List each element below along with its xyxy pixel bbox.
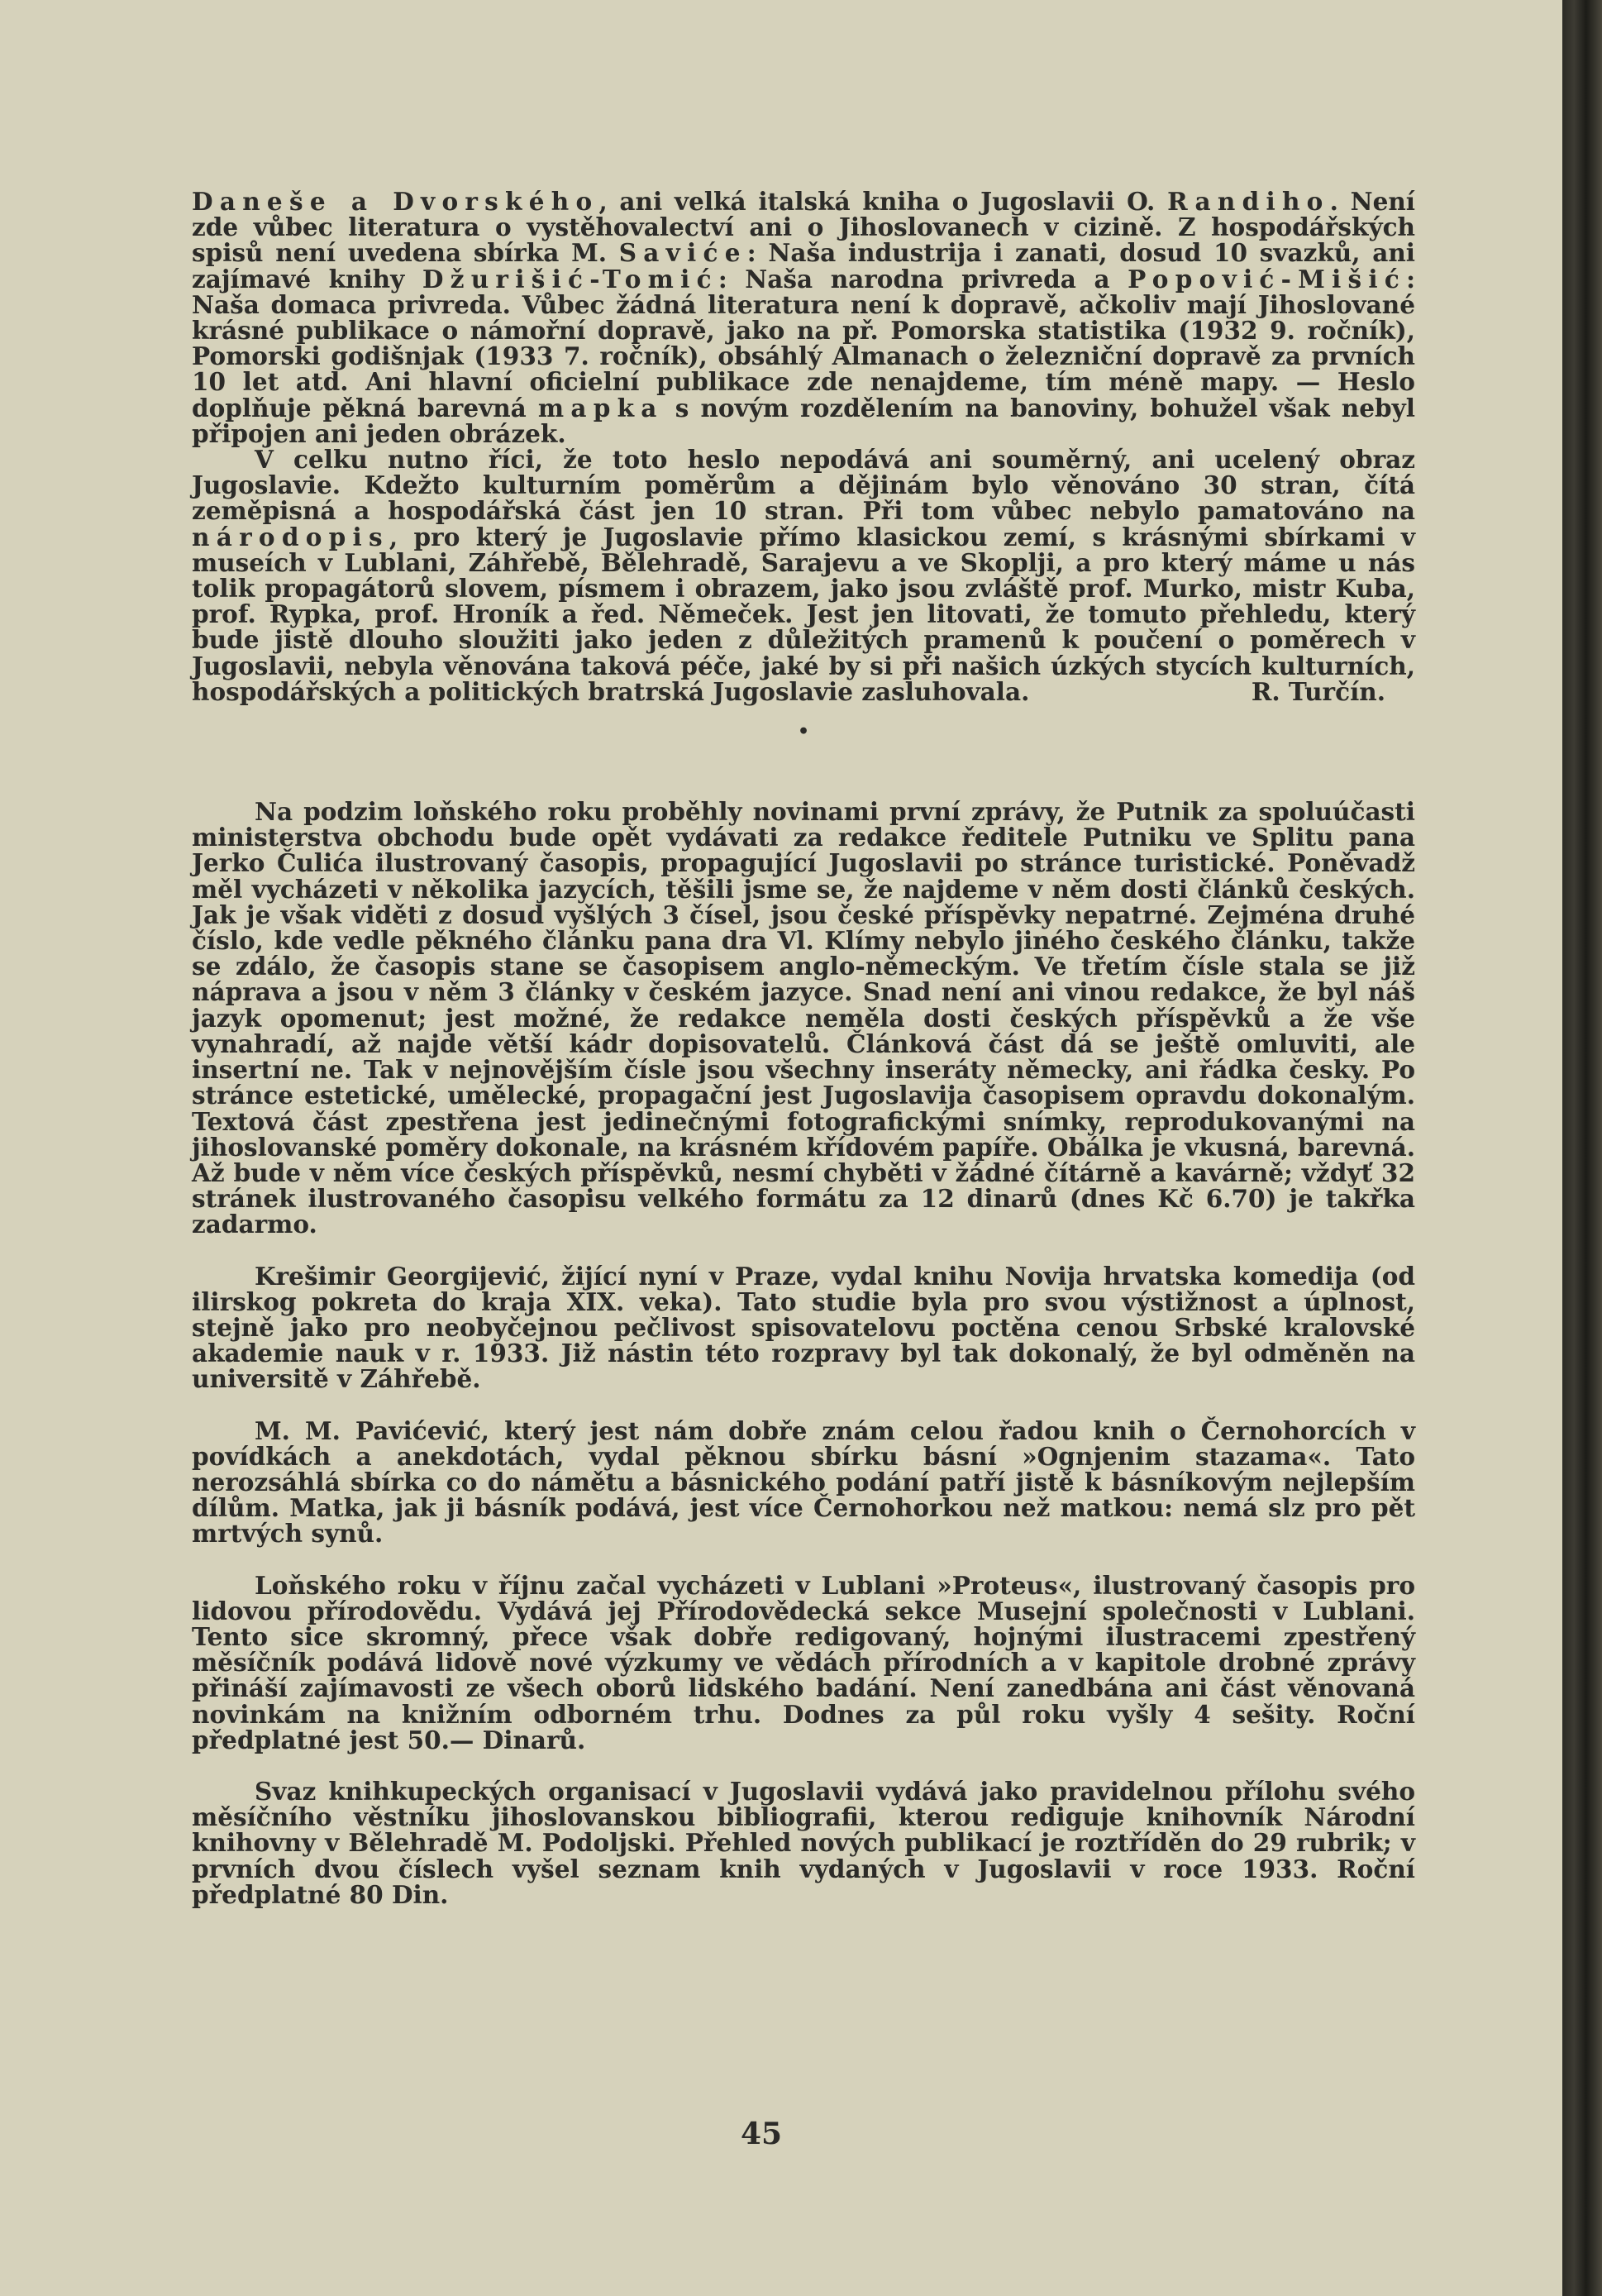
text-run: , pro který je Jugoslavie přímo klasickou zemí, s krásnými sbírkami v museích v Lublani, Záhřebě, Bělehradě, Sarajevu a ve Skoplji, a pro který máme u nás tolik propagátorů slovem, písmem i obrazem, jako jsou zvláště prof. Murko, mistr Kuba, prof. Rypka, prof. Hroník a řed. Němeček. Jest jen litovati, že tomuto přehledu, který bude jistě dlouho sloužiti jako jeden z důležitých pramenů k poučení o poměrech v Jugoslavii, nebyla věnována taková péče, jaké by si při našich úzkých stycích kulturních, hospodářských a politických bratrská Jugoslavie zasluhovala. (192, 522, 1415, 706)
note-paragraph: Svaz knihkupeckých organisací v Jugoslavii vydává jako pravidelnou přílohu svého měsíčního věstníku jihoslovanskou bibliografii, kterou rediguje knihovník Národní knihovny v Bělehradě M. Podoljski. Přehled nových publikací je roztříděn do 29 rubrik; v prvních dvou číslech vyšel seznam knih vydaných v Jugoslavii v roce 1933. Roční předplatné 80 Din. (192, 1776, 1415, 1909)
text-run: , ani velká italská kniha o Jugoslavii O. (598, 187, 1168, 216)
text-run: : Naša industrija i zanati, dosud 10 svazků, ani zajímavé knihy (192, 238, 1415, 294)
text-run: . Není zde vůbec literatura o vystěhovalectví ani o Jihoslovanech v cizině. Z hospodářských spisů není uvedena sbírka M. (192, 187, 1415, 268)
text-run: : Naša narodna privreda a (718, 264, 1128, 294)
book-spine-edge (1562, 0, 1602, 2296)
emphasized-word: mapka (537, 393, 664, 422)
author-name-spaced: Saviće (618, 238, 747, 268)
paragraph-review-continuation (192, 189, 1415, 446)
author-name-spaced: Džurišić-Tomić (422, 264, 718, 294)
signature: R. Turčín. (1251, 676, 1385, 706)
text-run: V celku nutno říci, že toto heslo nepodává ani souměrný, ani ucelený obraz Jugoslavie. Kdežto kulturním poměrům a dějinám bylo věnováno 30 stran, čítá zeměpisná a hospodářská část jen 10 stran. Při tom vůbec nebylo pamatováno na (192, 445, 1415, 526)
note-paragraph: Na podzim loňského roku proběhly novinami první zprávy, že Putnik za spoluúčasti ministerstva obchodu bude opět vydávati za redakce ředitele Putniku ve Splitu pana Jerko Čulića ilustrovaný časopis, propagující Jugoslavii po stránce turistické. Poněvadž měl vycházeti v několika jazycích, těšili jsme se, že najdeme v něm dosti článků českých. Jak je však viděti z dosud vyšlých 3 čísel, jsou české příspěvky nepatrné. Zejména druhé číslo, kde vedle pěkného článku pana dra Vl. Klímy nebylo jiného českého článku, takže se zdálo, že časopis stane se časopisem anglo-německým. Ve třetím čísle stala se již náprava a jsou v něm 3 články v českém jazyce. Snad není ani vinou redakce, že byl náš jazyk opomenut; jest možné, že redakce neměla dosti českých příspěvků a že vše vynahradí, až najde větší kádr dopisovatelů. Článková část dá se ještě omluviti, ale insertní ne. Tak v nejnovějším čísle jsou všechny inseráty německy, ani řádka česky. Po stránce estetické, umělecké, propagační jest Jugoslavija časopisem opravdu dokonalým. Textová část zpestřena jest jedinečnými fotografickými snímky, reprodukovanými na jihoslovanské poměry dokonale, na krásném křídovém papíře. Obálka je vkusná, barevná. Až bude v něm více českých příspěvků, nesmí chyběti v žádné čítárně a kavárně; vždyť 32 stránek ilustrovaného časopisu velkého formátu za 12 dinarů (dnes Kč 6.70) je takřka zadarmo. (192, 797, 1415, 1239)
body-text (192, 189, 1415, 1907)
note-paragraph: M. M. Pavićević, který jest nám dobře znám celou řadou knih o Černohorcích v povídkách a anekdotách, vydal pěknou sbírku básní »Ognjenim stazama«. Tato nerozsáhlá sbírka co do námětu a básnického podání patří jistě k básníkovým nejlepším dílům. Matka, jak ji básník podává, jest více Černohorkou než matkou: nemá slz pro pět mrtvých synů. (192, 1415, 1415, 1549)
author-name-spaced: Popović-Mišić (1128, 264, 1407, 294)
author-name-spaced: Daneše a Dvorského (192, 187, 599, 216)
note-paragraph: Loňského roku v říjnu začal vycházeti v Lublani »Proteus«, ilustrovaný časopis pro lidovou přírodovědu. Vydává jej Přírodovědecká sekce Musejní společnosti v Lublani. Tento sice skromný, přece však dobře redigovaný, hojnými ilustracemi zpestřený měsíčník podává lidově nové výzkumy ve vědách přírodních a v kapitole drobné zprávy přináší zajímavosti ze všech oborů lidského badání. Není zanedbána ani část věnovaná novinkám na knižním odborném trhu. Dodnes za půl roku vyšly 4 sešity. Roční předplatné jest 50.— Dinarů. (192, 1570, 1415, 1754)
emphasized-word: národopis (192, 522, 389, 551)
note-paragraph: Krešimir Georgijević, žijící nyní v Praze, vydal knihu Novija hrvatska komedija (od ilirskog pokreta do kraja XIX. veka). Tato studie byla pro svou výstižnost a úplnost, stejně jako pro neobyčejnou pečlivost spisovatelovu poctěna cenou Srbské kralovské akademie nauk v r. 1933. Již nástin této rozpravy byl tak dokonalý, že byl odměněn na universitě v Záhřebě. (192, 1261, 1415, 1394)
page-number: 45 (740, 2117, 783, 2151)
author-name-spaced: Randiho (1167, 187, 1330, 216)
paragraph-review-conclusion (192, 446, 1415, 704)
text-run: s novým rozdělením na banoviny, bohužel však nebyl připojen ani jeden obrázek. (192, 393, 1415, 448)
section-separator: • (797, 721, 810, 743)
text-run: : Naša domaca privreda. Vůbec žádná literatura není k dopravě, ačkoliv mají Jihoslované krásné publikace o námořní dopravě, jako na př. Pomorska statistika (1932 9. ročník), Pomorski godišnjak (1933 7. ročník), obsáhlý Almanach o železniční dopravě za prvních 10 let atd. Ani hlavní oficielní publikace zde nenajdeme, tím méně mapy. — Heslo doplňuje pěkná barevná (192, 264, 1415, 422)
